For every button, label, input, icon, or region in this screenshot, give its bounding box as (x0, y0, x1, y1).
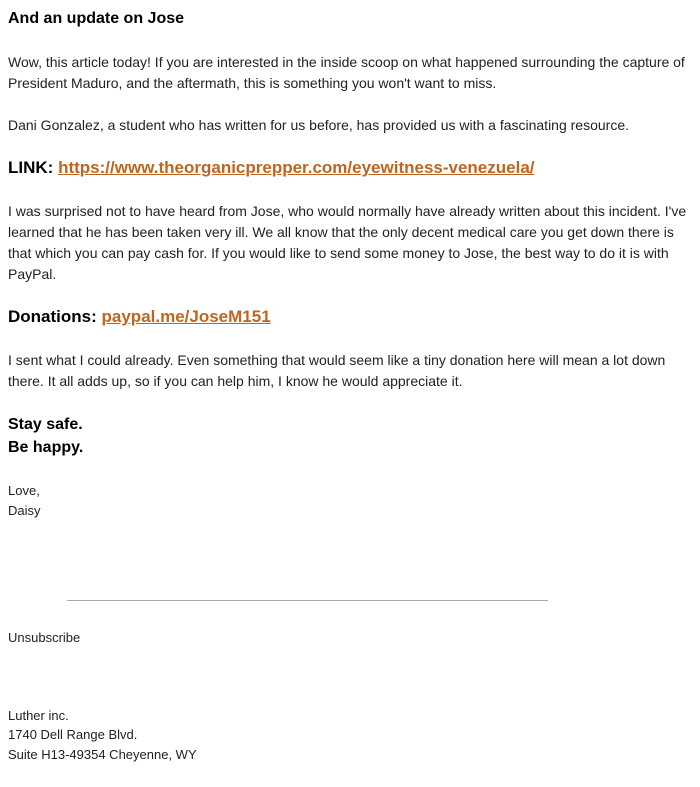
intro-paragraph: Wow, this article today! If you are interested in the inside scoop on what happened surrounding the capture of President Maduro, and the aftermath, this is something you won't want to miss. (8, 54, 685, 91)
footer-company: Luther inc. (8, 708, 69, 723)
closing-name: Daisy (8, 503, 41, 518)
article-link[interactable]: https://www.theorganicprepper.com/eyewitness-venezuela/ (58, 158, 535, 177)
footer-address-line1: 1740 Dell Range Blvd. (8, 727, 138, 742)
signoff-be-happy: Be happy. (8, 439, 84, 456)
section-heading: And an update on Jose (8, 10, 185, 27)
donations-line (8, 307, 271, 327)
dani-paragraph: Dani Gonzalez, a student who has written for us before, has provided us with a fascinating resource. (8, 117, 630, 133)
footer-divider (67, 600, 548, 601)
closing-love: Love, (8, 483, 40, 498)
article-link-line (8, 158, 535, 178)
jose-paragraph: I was surprised not to have heard from Jose, who would normally have already written about this incident. I've learned that he has been taken very ill. We all know that the only decent medical care you get down there is that which you can pay cash for. If you would like to send some money to Jose, the best way to do it is with PayPal. (8, 203, 687, 282)
paypal-link[interactable]: paypal.me/JoseM151 (101, 307, 271, 326)
link-label: LINK: (8, 158, 54, 177)
unsubscribe-link[interactable]: Unsubscribe (8, 630, 81, 645)
signoff-stay-safe: Stay safe. (8, 416, 83, 433)
footer-address-line2: Suite H13-49354 Cheyenne, WY (8, 747, 197, 762)
donations-label: Donations: (8, 307, 97, 326)
sent-paragraph: I sent what I could already. Even something that would seem like a tiny donation here will mean a lot down there. It all adds up, so if you can help him, I know he would appreciate it. (8, 352, 666, 389)
